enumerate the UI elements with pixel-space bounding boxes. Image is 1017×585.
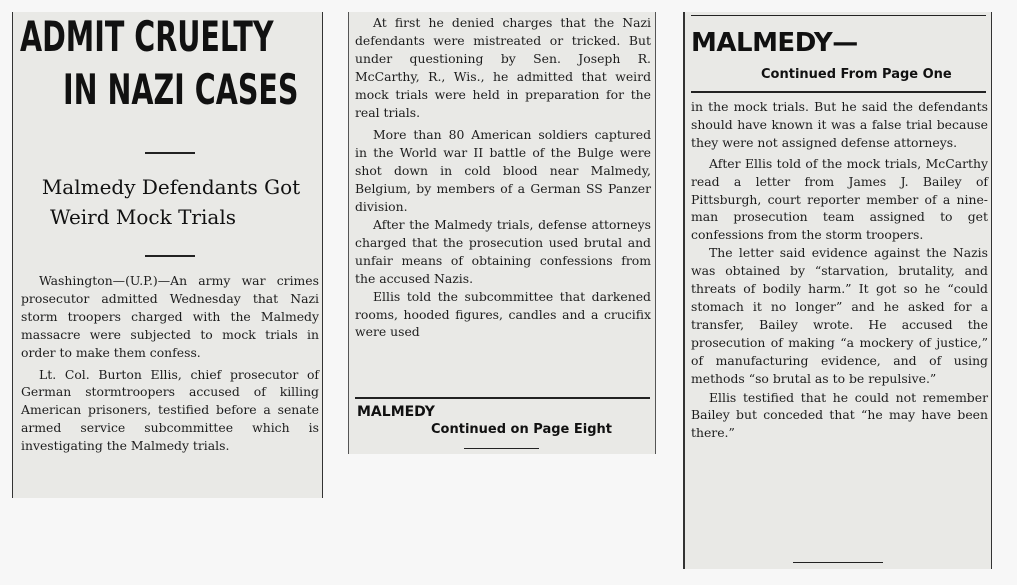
paragraph: At first he denied charges that the Nazi defendants were mistreated or tricked. But under questioning by Sen. Joseph R. McCarthy, R., Wis., he admitted that weird mock trials were held in preparation for the real trials. [355,15,651,120]
article-body [355,14,651,341]
news-clipping-page-eight [683,12,992,569]
paragraph: Ellis testified that he could not remember Bailey but conceded that “he may have been there.” [691,389,988,441]
news-clipping-front-page [12,12,323,498]
bottom-rule [793,562,883,563]
paragraph: Washington—(U.P.)—An army war crimes prosecutor admitted Wednesday that Nazi storm troopers charged with the Malmedy massacre were subjected to mock trials in order to make them confess. [21,273,319,360]
paragraph: After Ellis told of the mock trials, McCarthy read a letter from James J. Bailey of Pittsburgh, court reporter member of a nine-man prosecution team assigned to get confessions from the storm troopers. [691,155,988,243]
bottom-rule [464,448,539,449]
paragraph: The letter said evidence against the Nazis was obtained by “starvation, brutality, and threats of bodily harm.” It got so he “could stomach it no longer” and he asked for a transfer, Bailey wrote. He accused the prosecution of making “a mockery of justice,” of manufacturing evidence, and of using methods “so brutal as to be repulsive.” [691,245,988,386]
paragraph: More than 80 American soldiers captured in the World war II battle of the Bulge were shot down in cold blood near Malmedy, Belgium, by members of a German SS Panzer division. [355,127,651,215]
paragraph: in the mock trials. But he said the defendants should have known it was a false trial because they were not assigned defense attorneys. [691,99,988,150]
article-body [21,272,319,455]
deck-line-2: Weird Mock Trials [50,205,236,229]
title-rule [691,91,986,93]
jump-title: MALMEDY [357,404,435,420]
headline-line-1: ADMIT CRUELTY [20,12,274,61]
paragraph: Lt. Col. Burton Ellis, chief prosecutor of German stormtroopers accused of killing American prisoners, testified before a senate armed service subcommittee which is investigating the Malmedy trials. [21,366,319,454]
article-body [691,98,988,442]
continued-title: MALMEDY— [691,28,858,58]
jump-divider [355,397,650,399]
news-clipping-continued [348,12,656,454]
paragraph: Ellis told the subcommittee that darkened rooms, hooded figures, candles and a crucifix were used [355,288,651,340]
deck-divider [145,255,195,257]
top-rule [691,15,986,16]
headline-line-2: IN NAZI CASES [63,65,299,114]
jump-continued-label: Continued on Page Eight [431,422,612,437]
continued-from-label: Continued From Page One [761,67,952,82]
deck-line-1: Malmedy Defendants Got [41,175,301,199]
headline-divider [145,152,195,154]
paragraph: After the Malmedy trials, defense attorneys charged that the prosecution used brutal and unfair means of obtaining confessions from the accused Nazis. [355,216,651,286]
